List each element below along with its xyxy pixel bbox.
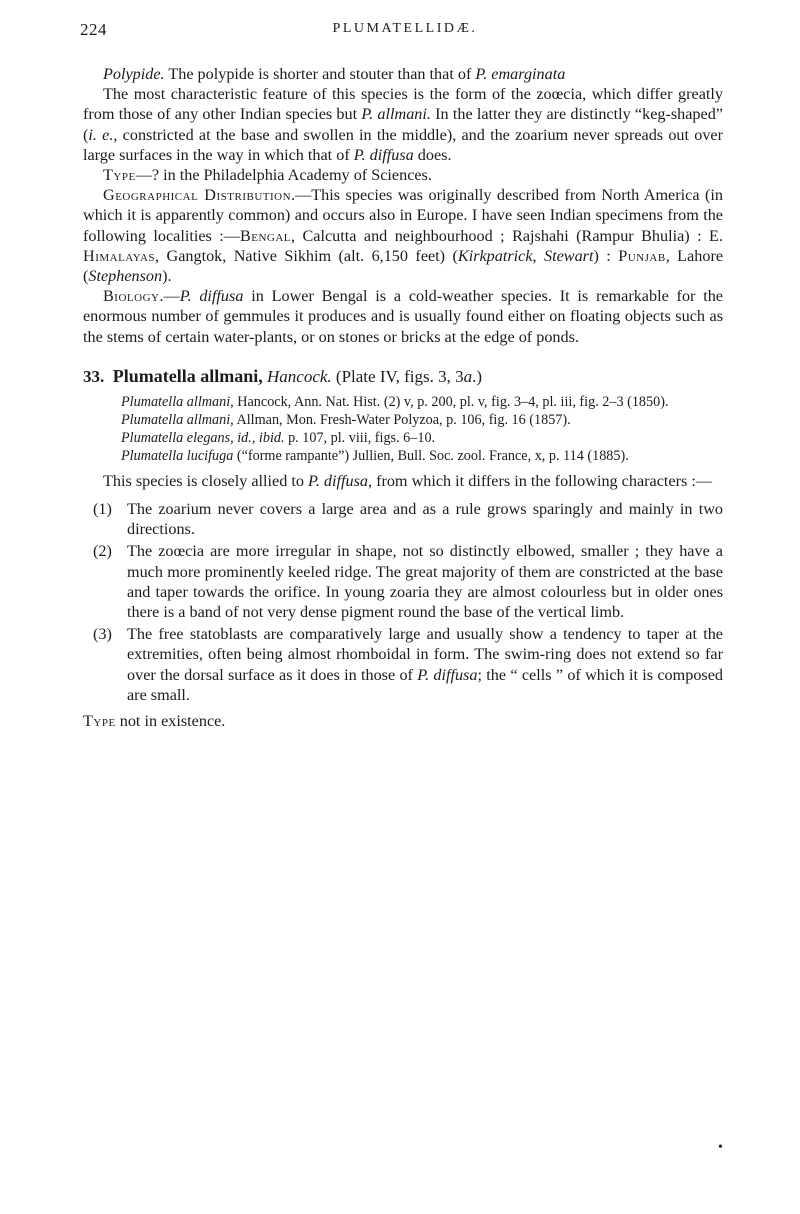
character-list	[83, 499, 723, 705]
page-header	[80, 20, 730, 46]
species-ref: P. diffusa	[353, 145, 414, 164]
synonymy-entry: Plumatella allmani, Hancock, Ann. Nat. Hist. (2) v, p. 200, pl. v, fig. 3–4, pl. iii, fig. 2–3 (1850).	[121, 393, 669, 410]
character-item: (2) The zoœcia are more irregular in shape, not so distinctly elbowed, smaller ; they have a much more prominently keeled ridge. The great majority of them are constricted at the base and taper towards the orifice. In young zoaria they are almost colourless but in older ones there is a band of not very dense pigment round the base of the vertical limb.	[93, 542, 723, 622]
character-item: (1) The zoarium never covers a large area and as a rule grows sparingly and mainly in two directions.	[93, 500, 723, 539]
synonymy-entry: Plumatella lucifuga (“forme rampante”) Jullien, Bull. Soc. zool. France, x, p. 114 (1885).	[121, 447, 629, 464]
page-body	[83, 64, 723, 731]
type-paragraph: Type—? in the Philadelphia Academy of Sciences.	[103, 166, 432, 185]
biology-paragraph: Biology.—P. diffusa in Lower Bengal is a cold-weather species. It is remarkable for the enormous number of gemmules it produces and is usually found either on floating objects such as the stems of certain water-plants, or on stones or bricks at the edge of ponds.	[83, 287, 723, 346]
species-ref: P. allmani.	[361, 105, 431, 124]
character-item: (3) The free statoblasts are comparatively large and usually show a tendency to taper at the extremities, often being almost rhomboidal in form. The swim-ring does not extend so far over the dorsal surface as it does in those of P. diffusa; the “ cells ” of which it is composed are small.	[93, 625, 724, 704]
synonymy-entry: Plumatella allmani, Allman, Mon. Fresh-Water Polyzoa, p. 106, fig. 16 (1857).	[121, 411, 571, 428]
species-ref: P. diffusa	[179, 287, 244, 306]
type-note: Type not in existence.	[83, 712, 226, 731]
page-number: 224	[80, 20, 107, 39]
stray-mark: •	[718, 1140, 723, 1155]
species-ref: P. emarginata	[475, 65, 566, 83]
synonymy-list	[121, 394, 723, 465]
type-label: Type	[103, 166, 136, 185]
polypide-label: Polypide.	[103, 65, 165, 83]
distribution-paragraph: Geographical Distribution.—This species was originally described from North America (in which it is apparently common) and occurs also in Europe. I have seen Indian specimens from the following localities :—Bengal, Calcutta and neighbourhood ; Rajshahi (Rampur Bhulia) : E. Himalayas, Gangtok, Native Sikhim (alt. 6,150 feet) (Kirkpatrick, Stewart) : Punjab, Lahore (Stephenson).	[83, 186, 724, 286]
species-number: 33.	[83, 366, 105, 386]
species-name: Plumatella allmani,	[112, 365, 263, 386]
polypide-paragraph: Polypide. The polypide is shorter and stouter than that of P. emarginata	[103, 65, 566, 83]
running-title: PLUMATELLIDÆ.	[332, 21, 478, 36]
species-ref: P. diffusa	[308, 471, 368, 490]
biology-label: Biology	[103, 287, 160, 306]
distribution-label: Geographical Distribution	[103, 186, 292, 205]
characteristic-paragraph: The most characteristic feature of this species is the form of the zoœcia, which differ greatly from those of any other Indian species but P. allmani. In the latter they are distinctly “keg-shaped” (i. e., constricted at the base and swollen in the middle), and the zoarium never spreads out over large surfaces in the way in which that of P. diffusa does.	[83, 85, 724, 164]
comparison-paragraph: This species is closely allied to P. diffusa, from which it differs in the following characters :—	[103, 471, 713, 490]
species-heading: 33. Plumatella allmani, Hancock. (Plate IV, figs. 3, 3a.)	[83, 365, 482, 386]
synonymy-entry: Plumatella elegans, id., ibid. p. 107, pl. viii, figs. 6–10.	[121, 429, 436, 446]
species-author: Hancock.	[267, 366, 332, 386]
type-label: Type	[83, 712, 116, 731]
species-ref: P. diffusa	[417, 665, 478, 684]
